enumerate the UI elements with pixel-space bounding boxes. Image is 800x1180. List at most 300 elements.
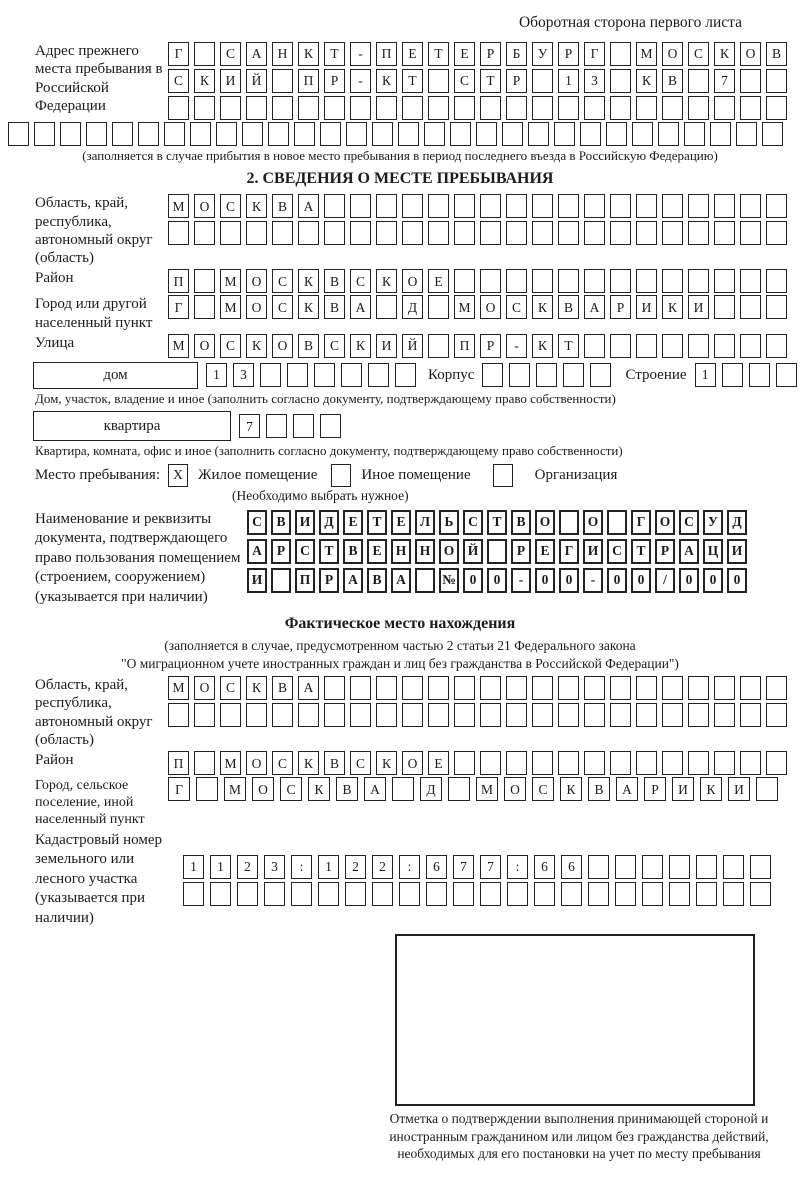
char-cell[interactable]: 7 bbox=[239, 414, 260, 438]
char-cell[interactable] bbox=[669, 855, 690, 879]
char-cell[interactable] bbox=[688, 221, 709, 245]
char-cell[interactable]: С bbox=[295, 539, 315, 564]
char-cell[interactable]: В bbox=[324, 295, 345, 319]
char-cell[interactable] bbox=[662, 703, 683, 727]
char-cell[interactable]: О bbox=[740, 42, 761, 66]
char-cell[interactable]: М bbox=[220, 295, 241, 319]
char-cell[interactable]: О bbox=[402, 751, 423, 775]
char-cell[interactable] bbox=[610, 269, 631, 293]
char-cell[interactable] bbox=[584, 703, 605, 727]
char-cell[interactable]: 0 bbox=[727, 568, 747, 593]
char-cell[interactable]: У bbox=[532, 42, 553, 66]
char-cell[interactable] bbox=[766, 269, 787, 293]
char-cell[interactable]: Т bbox=[402, 69, 423, 93]
char-cell[interactable]: С bbox=[272, 295, 293, 319]
char-cell[interactable]: А bbox=[584, 295, 605, 319]
char-cell[interactable]: О bbox=[504, 777, 526, 801]
char-cell[interactable] bbox=[558, 194, 579, 218]
char-cell[interactable] bbox=[688, 96, 709, 120]
char-cell[interactable] bbox=[636, 703, 657, 727]
char-cell[interactable] bbox=[428, 96, 449, 120]
char-cell[interactable] bbox=[194, 42, 215, 66]
char-cell[interactable]: 6 bbox=[534, 855, 555, 879]
char-cell[interactable] bbox=[528, 122, 549, 146]
char-cell[interactable]: О bbox=[246, 295, 267, 319]
char-cell[interactable]: : bbox=[291, 855, 312, 879]
char-cell[interactable]: Й bbox=[246, 69, 267, 93]
char-cell[interactable] bbox=[710, 122, 731, 146]
char-cell[interactable] bbox=[480, 676, 501, 700]
char-cell[interactable] bbox=[34, 122, 55, 146]
char-cell[interactable] bbox=[298, 703, 319, 727]
char-cell[interactable]: Г bbox=[631, 510, 651, 535]
char-cell[interactable] bbox=[346, 122, 367, 146]
char-cell[interactable] bbox=[480, 194, 501, 218]
char-cell[interactable] bbox=[272, 703, 293, 727]
char-cell[interactable]: И bbox=[688, 295, 709, 319]
char-cell[interactable]: 0 bbox=[463, 568, 483, 593]
char-cell[interactable]: Г bbox=[559, 539, 579, 564]
char-cell[interactable]: П bbox=[295, 568, 315, 593]
char-cell[interactable]: Ц bbox=[703, 539, 723, 564]
char-cell[interactable] bbox=[766, 69, 787, 93]
char-cell[interactable]: В bbox=[298, 334, 319, 358]
char-cell[interactable]: О bbox=[194, 334, 215, 358]
char-cell[interactable] bbox=[736, 122, 757, 146]
char-cell[interactable] bbox=[559, 510, 579, 535]
char-cell[interactable]: - bbox=[350, 69, 371, 93]
char-cell[interactable]: П bbox=[298, 69, 319, 93]
char-cell[interactable]: М bbox=[224, 777, 246, 801]
char-cell[interactable]: Р bbox=[511, 539, 531, 564]
char-cell[interactable] bbox=[268, 122, 289, 146]
char-cell[interactable]: Б bbox=[506, 42, 527, 66]
char-cell[interactable]: - bbox=[511, 568, 531, 593]
char-cell[interactable] bbox=[662, 96, 683, 120]
char-cell[interactable]: М bbox=[220, 751, 241, 775]
char-cell[interactable]: И bbox=[728, 777, 750, 801]
char-cell[interactable] bbox=[507, 882, 528, 906]
house-field-box[interactable]: дом bbox=[33, 362, 198, 389]
char-cell[interactable]: С bbox=[350, 269, 371, 293]
char-cell[interactable] bbox=[606, 122, 627, 146]
char-cell[interactable] bbox=[376, 96, 397, 120]
char-cell[interactable] bbox=[426, 882, 447, 906]
char-cell[interactable] bbox=[168, 96, 189, 120]
char-cell[interactable]: Е bbox=[343, 510, 363, 535]
char-cell[interactable] bbox=[324, 676, 345, 700]
char-cell[interactable] bbox=[480, 269, 501, 293]
char-cell[interactable] bbox=[376, 295, 397, 319]
char-cell[interactable] bbox=[588, 882, 609, 906]
char-cell[interactable] bbox=[395, 363, 416, 387]
char-cell[interactable]: С bbox=[324, 334, 345, 358]
char-cell[interactable] bbox=[688, 751, 709, 775]
char-cell[interactable] bbox=[454, 703, 475, 727]
char-cell[interactable]: 7 bbox=[453, 855, 474, 879]
char-cell[interactable]: 0 bbox=[535, 568, 555, 593]
char-cell[interactable]: А bbox=[679, 539, 699, 564]
char-cell[interactable] bbox=[714, 295, 735, 319]
char-cell[interactable] bbox=[684, 122, 705, 146]
char-cell[interactable]: 2 bbox=[345, 855, 366, 879]
char-cell[interactable]: 1 bbox=[206, 363, 227, 387]
char-cell[interactable]: И bbox=[376, 334, 397, 358]
char-cell[interactable] bbox=[376, 703, 397, 727]
char-cell[interactable]: О bbox=[535, 510, 555, 535]
char-cell[interactable]: 0 bbox=[679, 568, 699, 593]
char-cell[interactable] bbox=[402, 96, 423, 120]
char-cell[interactable]: Г bbox=[584, 42, 605, 66]
char-cell[interactable] bbox=[662, 269, 683, 293]
char-cell[interactable]: С bbox=[688, 42, 709, 66]
char-cell[interactable] bbox=[688, 194, 709, 218]
char-cell[interactable]: Е bbox=[402, 42, 423, 66]
char-cell[interactable]: Т bbox=[324, 42, 345, 66]
char-cell[interactable]: О bbox=[439, 539, 459, 564]
char-cell[interactable]: С bbox=[280, 777, 302, 801]
char-cell[interactable] bbox=[669, 882, 690, 906]
char-cell[interactable] bbox=[740, 69, 761, 93]
char-cell[interactable] bbox=[723, 855, 744, 879]
char-cell[interactable] bbox=[8, 122, 29, 146]
checkbox[interactable] bbox=[493, 464, 513, 487]
char-cell[interactable] bbox=[615, 882, 636, 906]
char-cell[interactable] bbox=[610, 96, 631, 120]
char-cell[interactable]: Р bbox=[644, 777, 666, 801]
char-cell[interactable] bbox=[688, 269, 709, 293]
char-cell[interactable] bbox=[345, 882, 366, 906]
char-cell[interactable]: 7 bbox=[480, 855, 501, 879]
char-cell[interactable] bbox=[636, 751, 657, 775]
char-cell[interactable] bbox=[766, 295, 787, 319]
char-cell[interactable] bbox=[762, 122, 783, 146]
char-cell[interactable] bbox=[584, 221, 605, 245]
char-cell[interactable]: К bbox=[298, 295, 319, 319]
char-cell[interactable] bbox=[428, 221, 449, 245]
char-cell[interactable] bbox=[350, 221, 371, 245]
char-cell[interactable] bbox=[350, 96, 371, 120]
char-cell[interactable] bbox=[190, 122, 211, 146]
char-cell[interactable] bbox=[662, 334, 683, 358]
char-cell[interactable]: О bbox=[252, 777, 274, 801]
char-cell[interactable] bbox=[714, 269, 735, 293]
char-cell[interactable]: И bbox=[672, 777, 694, 801]
char-cell[interactable]: С bbox=[463, 510, 483, 535]
char-cell[interactable] bbox=[636, 96, 657, 120]
char-cell[interactable] bbox=[714, 751, 735, 775]
char-cell[interactable]: М bbox=[454, 295, 475, 319]
char-cell[interactable]: О bbox=[480, 295, 501, 319]
char-cell[interactable]: В bbox=[511, 510, 531, 535]
char-cell[interactable] bbox=[714, 221, 735, 245]
char-cell[interactable]: Т bbox=[558, 334, 579, 358]
char-cell[interactable]: К bbox=[560, 777, 582, 801]
char-cell[interactable] bbox=[428, 334, 449, 358]
char-cell[interactable]: К bbox=[662, 295, 683, 319]
char-cell[interactable]: 3 bbox=[233, 363, 254, 387]
char-cell[interactable] bbox=[558, 676, 579, 700]
char-cell[interactable] bbox=[776, 363, 797, 387]
char-cell[interactable] bbox=[220, 96, 241, 120]
char-cell[interactable] bbox=[271, 568, 291, 593]
char-cell[interactable] bbox=[714, 334, 735, 358]
char-cell[interactable] bbox=[766, 334, 787, 358]
char-cell[interactable] bbox=[320, 414, 341, 438]
char-cell[interactable] bbox=[402, 194, 423, 218]
char-cell[interactable]: 0 bbox=[703, 568, 723, 593]
char-cell[interactable]: К bbox=[298, 42, 319, 66]
char-cell[interactable]: К bbox=[194, 69, 215, 93]
char-cell[interactable]: Е bbox=[535, 539, 555, 564]
char-cell[interactable]: Р bbox=[324, 69, 345, 93]
char-cell[interactable]: К bbox=[376, 751, 397, 775]
char-cell[interactable]: И bbox=[247, 568, 267, 593]
char-cell[interactable]: О bbox=[655, 510, 675, 535]
char-cell[interactable] bbox=[584, 676, 605, 700]
char-cell[interactable]: А bbox=[246, 42, 267, 66]
char-cell[interactable] bbox=[688, 703, 709, 727]
char-cell[interactable]: - bbox=[583, 568, 603, 593]
char-cell[interactable]: С bbox=[220, 334, 241, 358]
char-cell[interactable]: И bbox=[220, 69, 241, 93]
char-cell[interactable] bbox=[392, 777, 414, 801]
char-cell[interactable] bbox=[502, 122, 523, 146]
char-cell[interactable]: В bbox=[367, 568, 387, 593]
char-cell[interactable] bbox=[554, 122, 575, 146]
char-cell[interactable] bbox=[558, 96, 579, 120]
char-cell[interactable] bbox=[536, 363, 557, 387]
char-cell[interactable] bbox=[86, 122, 107, 146]
char-cell[interactable]: / bbox=[655, 568, 675, 593]
char-cell[interactable] bbox=[723, 882, 744, 906]
char-cell[interactable]: Е bbox=[391, 510, 411, 535]
char-cell[interactable]: В bbox=[343, 539, 363, 564]
char-cell[interactable] bbox=[480, 96, 501, 120]
char-cell[interactable]: М bbox=[476, 777, 498, 801]
char-cell[interactable] bbox=[216, 122, 237, 146]
char-cell[interactable] bbox=[183, 882, 204, 906]
char-cell[interactable] bbox=[350, 676, 371, 700]
char-cell[interactable] bbox=[688, 69, 709, 93]
char-cell[interactable] bbox=[584, 751, 605, 775]
char-cell[interactable] bbox=[610, 676, 631, 700]
char-cell[interactable] bbox=[272, 221, 293, 245]
char-cell[interactable]: Н bbox=[391, 539, 411, 564]
char-cell[interactable] bbox=[610, 221, 631, 245]
char-cell[interactable]: Т bbox=[480, 69, 501, 93]
char-cell[interactable]: 1 bbox=[210, 855, 231, 879]
char-cell[interactable] bbox=[376, 194, 397, 218]
char-cell[interactable]: П bbox=[376, 42, 397, 66]
char-cell[interactable] bbox=[242, 122, 263, 146]
char-cell[interactable] bbox=[454, 194, 475, 218]
char-cell[interactable]: С bbox=[220, 42, 241, 66]
checkbox[interactable]: X bbox=[168, 464, 188, 487]
char-cell[interactable]: Г bbox=[168, 295, 189, 319]
char-cell[interactable] bbox=[506, 96, 527, 120]
char-cell[interactable] bbox=[424, 122, 445, 146]
char-cell[interactable]: И bbox=[295, 510, 315, 535]
char-cell[interactable]: К bbox=[246, 334, 267, 358]
char-cell[interactable] bbox=[454, 221, 475, 245]
char-cell[interactable] bbox=[636, 269, 657, 293]
char-cell[interactable] bbox=[402, 676, 423, 700]
char-cell[interactable]: К bbox=[700, 777, 722, 801]
char-cell[interactable] bbox=[532, 194, 553, 218]
char-cell[interactable]: А bbox=[247, 539, 267, 564]
char-cell[interactable]: С bbox=[272, 269, 293, 293]
char-cell[interactable] bbox=[168, 221, 189, 245]
char-cell[interactable] bbox=[398, 122, 419, 146]
char-cell[interactable]: С bbox=[220, 194, 241, 218]
char-cell[interactable] bbox=[324, 194, 345, 218]
char-cell[interactable] bbox=[558, 221, 579, 245]
char-cell[interactable]: К bbox=[298, 751, 319, 775]
char-cell[interactable] bbox=[341, 363, 362, 387]
char-cell[interactable] bbox=[714, 194, 735, 218]
char-cell[interactable]: М bbox=[168, 194, 189, 218]
char-cell[interactable]: Т bbox=[319, 539, 339, 564]
char-cell[interactable]: А bbox=[350, 295, 371, 319]
char-cell[interactable] bbox=[607, 510, 627, 535]
char-cell[interactable] bbox=[298, 96, 319, 120]
char-cell[interactable] bbox=[415, 568, 435, 593]
char-cell[interactable] bbox=[588, 855, 609, 879]
char-cell[interactable] bbox=[272, 69, 293, 93]
char-cell[interactable]: С bbox=[607, 539, 627, 564]
char-cell[interactable] bbox=[454, 269, 475, 293]
char-cell[interactable] bbox=[584, 334, 605, 358]
char-cell[interactable] bbox=[318, 882, 339, 906]
char-cell[interactable] bbox=[220, 703, 241, 727]
char-cell[interactable]: К bbox=[376, 269, 397, 293]
char-cell[interactable] bbox=[402, 703, 423, 727]
char-cell[interactable] bbox=[563, 363, 584, 387]
char-cell[interactable]: Р bbox=[506, 69, 527, 93]
char-cell[interactable] bbox=[749, 363, 770, 387]
char-cell[interactable]: А bbox=[391, 568, 411, 593]
char-cell[interactable] bbox=[584, 96, 605, 120]
char-cell[interactable]: 1 bbox=[558, 69, 579, 93]
char-cell[interactable] bbox=[532, 69, 553, 93]
char-cell[interactable]: М bbox=[636, 42, 657, 66]
char-cell[interactable] bbox=[740, 96, 761, 120]
char-cell[interactable]: С bbox=[247, 510, 267, 535]
char-cell[interactable] bbox=[294, 122, 315, 146]
char-cell[interactable]: М bbox=[220, 269, 241, 293]
char-cell[interactable] bbox=[368, 363, 389, 387]
char-cell[interactable]: 6 bbox=[426, 855, 447, 879]
checkbox[interactable] bbox=[331, 464, 351, 487]
char-cell[interactable]: 3 bbox=[584, 69, 605, 93]
char-cell[interactable] bbox=[610, 194, 631, 218]
char-cell[interactable] bbox=[428, 295, 449, 319]
char-cell[interactable] bbox=[453, 882, 474, 906]
char-cell[interactable]: А bbox=[298, 194, 319, 218]
char-cell[interactable] bbox=[534, 882, 555, 906]
char-cell[interactable] bbox=[766, 676, 787, 700]
char-cell[interactable] bbox=[506, 269, 527, 293]
char-cell[interactable] bbox=[266, 414, 287, 438]
char-cell[interactable]: - bbox=[350, 42, 371, 66]
char-cell[interactable] bbox=[196, 777, 218, 801]
char-cell[interactable] bbox=[642, 855, 663, 879]
char-cell[interactable]: П bbox=[168, 751, 189, 775]
char-cell[interactable] bbox=[291, 882, 312, 906]
char-cell[interactable]: Д bbox=[727, 510, 747, 535]
char-cell[interactable] bbox=[60, 122, 81, 146]
char-cell[interactable] bbox=[740, 676, 761, 700]
char-cell[interactable] bbox=[476, 122, 497, 146]
char-cell[interactable] bbox=[662, 676, 683, 700]
char-cell[interactable] bbox=[714, 676, 735, 700]
char-cell[interactable] bbox=[506, 751, 527, 775]
char-cell[interactable] bbox=[636, 221, 657, 245]
char-cell[interactable] bbox=[636, 334, 657, 358]
char-cell[interactable] bbox=[482, 363, 503, 387]
char-cell[interactable] bbox=[636, 194, 657, 218]
char-cell[interactable]: О bbox=[194, 194, 215, 218]
char-cell[interactable]: В bbox=[588, 777, 610, 801]
apartment-field-box[interactable]: квартира bbox=[33, 411, 231, 441]
char-cell[interactable] bbox=[298, 221, 319, 245]
char-cell[interactable] bbox=[376, 221, 397, 245]
char-cell[interactable]: Й bbox=[463, 539, 483, 564]
char-cell[interactable] bbox=[662, 194, 683, 218]
char-cell[interactable]: В bbox=[662, 69, 683, 93]
char-cell[interactable] bbox=[402, 221, 423, 245]
char-cell[interactable]: Л bbox=[415, 510, 435, 535]
char-cell[interactable]: К bbox=[532, 334, 553, 358]
char-cell[interactable] bbox=[750, 855, 771, 879]
char-cell[interactable] bbox=[558, 751, 579, 775]
char-cell[interactable] bbox=[558, 703, 579, 727]
char-cell[interactable]: А bbox=[364, 777, 386, 801]
char-cell[interactable] bbox=[454, 96, 475, 120]
char-cell[interactable]: П bbox=[168, 269, 189, 293]
char-cell[interactable]: Д bbox=[402, 295, 423, 319]
char-cell[interactable]: 3 bbox=[264, 855, 285, 879]
char-cell[interactable]: Н bbox=[415, 539, 435, 564]
char-cell[interactable] bbox=[740, 334, 761, 358]
char-cell[interactable]: Р bbox=[319, 568, 339, 593]
char-cell[interactable] bbox=[740, 751, 761, 775]
char-cell[interactable]: О bbox=[662, 42, 683, 66]
char-cell[interactable]: О bbox=[194, 676, 215, 700]
char-cell[interactable]: Р bbox=[271, 539, 291, 564]
char-cell[interactable] bbox=[194, 269, 215, 293]
char-cell[interactable] bbox=[320, 122, 341, 146]
char-cell[interactable]: С bbox=[272, 751, 293, 775]
char-cell[interactable]: Р bbox=[480, 42, 501, 66]
char-cell[interactable]: В bbox=[324, 269, 345, 293]
char-cell[interactable] bbox=[168, 703, 189, 727]
char-cell[interactable]: С bbox=[168, 69, 189, 93]
char-cell[interactable] bbox=[220, 221, 241, 245]
char-cell[interactable] bbox=[428, 194, 449, 218]
char-cell[interactable] bbox=[372, 882, 393, 906]
char-cell[interactable] bbox=[194, 751, 215, 775]
char-cell[interactable] bbox=[658, 122, 679, 146]
char-cell[interactable]: С bbox=[679, 510, 699, 535]
char-cell[interactable] bbox=[696, 882, 717, 906]
char-cell[interactable] bbox=[580, 122, 601, 146]
char-cell[interactable] bbox=[532, 221, 553, 245]
char-cell[interactable]: Е bbox=[428, 751, 449, 775]
char-cell[interactable]: В bbox=[766, 42, 787, 66]
char-cell[interactable] bbox=[642, 882, 663, 906]
